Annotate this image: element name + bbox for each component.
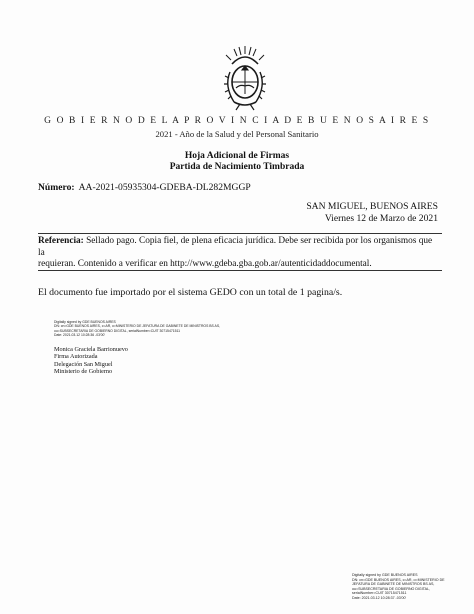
signature-line: serialNumber=CUIT 30715471511 (352, 591, 407, 596)
document-number (38, 182, 251, 193)
coat-of-arms-icon (212, 44, 278, 112)
reference-line2: la (38, 247, 45, 258)
number-label: Número: (38, 182, 75, 193)
place: SAN MIGUEL, BUENOS AIRES (306, 201, 438, 212)
footer-digital-signature-stamp (352, 573, 470, 601)
reference-top-rule (38, 233, 442, 234)
signature-line: DN: cn=GDE BUENOS AIRES, c=AR, o=MINISTERIO DE (352, 577, 445, 582)
signature-line: Date: 2021.03.12 10:28:37 -03'00' (352, 595, 407, 600)
gedo-notice: El documento fue importado por el sistema GEDO con un total de 1 pagina/s. (38, 287, 343, 298)
signer-office: Delegación San Miguel (54, 360, 113, 368)
document-title-line1: Hoja Adicional de Firmas (184, 151, 290, 161)
reference-line3: requieran. Contenido a verificar en http://www.gdeba.gba.gob.ar/autenticidaddocumental. (38, 259, 372, 269)
signature-line: Digitally signed by GDE BUENOS AIRES (352, 573, 418, 577)
signer-name: Monica Graciela Barrionuevo (54, 346, 128, 353)
signature-line: DN: cn=GDE BUENOS AIRES, c=AR, o=MINISTERIO DE JEFATURA DE GABINETE DE MINISTROS BS AS, (54, 324, 221, 329)
reference-bottom-rule (38, 270, 442, 271)
signature-line: Date: 2021.03.12 10:28:36 -03'00' (54, 333, 106, 338)
signer-block (54, 346, 128, 376)
place-and-date (306, 201, 438, 225)
signer-role: Firma Autorizada (54, 353, 98, 361)
government-title: G O B I E R N O D E L A P R O V I N C I A D E B U E N O S A I R E S (44, 116, 430, 126)
reference-label: Referencia: (38, 236, 84, 246)
signer-ministry: Ministerio de Gobierno (54, 368, 113, 376)
year-motto: 2021 - Año de la Salud y del Personal Sanitario (155, 129, 319, 139)
reference-block (38, 236, 442, 271)
document-title (0, 151, 474, 173)
signature-line: ou=SUBSECRETARIA DE GOBIERNO DIGITAL, serialNumber=CUIT 30715471511 (54, 328, 181, 333)
number-value: AA-2021-05935304-GDEBA-DL282MGGP (78, 182, 251, 193)
signature-line: ou=SUBSECRETARIA DE GOBIERNO DIGITAL, (352, 586, 431, 591)
signature-line: Digitally signed by GDE BUENOS AIRES (54, 320, 116, 324)
document-title-line2: Partida de Nacimiento Timbrada (169, 162, 305, 172)
date: Viernes 12 de Marzo de 2021 (324, 213, 438, 224)
reference-line1: Sellado pago. Copia fiel, de plena eficacia jurídica. Debe ser recibida por los organismos que (86, 236, 433, 246)
digital-signature-stamp (54, 320, 254, 338)
signature-line: JEFATURA DE GABINETE DE MINISTROS BS AS, (352, 582, 435, 587)
